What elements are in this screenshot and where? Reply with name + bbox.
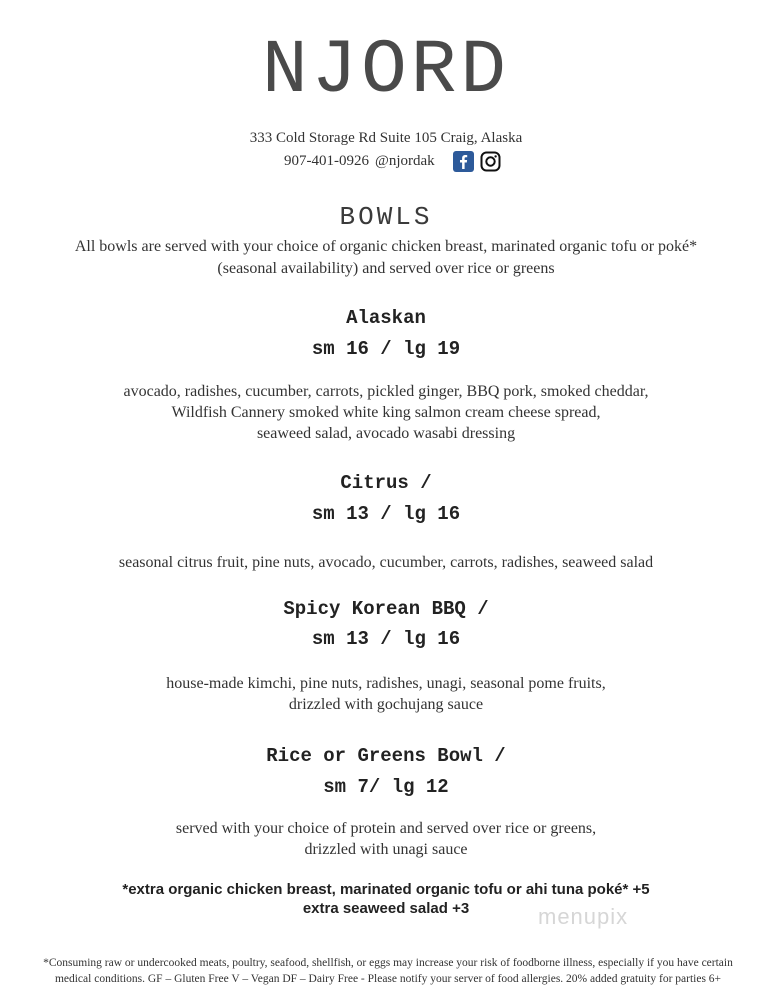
disclaimer-line: medical conditions. GF – Gluten Free V – Vegan DF – Dairy Free - Please notify your server of food allergies. 20% added gratuity for parties 6+ [54, 973, 722, 985]
social-links [453, 151, 501, 172]
description-line: served with your choice of protein and served over rice or greens, [175, 820, 597, 837]
description-line: house-made kimchi, pine nuts, radishes, unagi, seasonal pome fruits, [166, 675, 606, 692]
instagram-icon[interactable] [480, 151, 501, 172]
description-line: drizzled with unagi sauce [304, 841, 468, 858]
item-name: Citrus / [340, 472, 432, 494]
item-description [40, 381, 732, 444]
item-name: Rice or Greens Bowl / [266, 745, 506, 767]
extras-line: *extra organic chicken breast, marinated organic tofu or ahi tuna poké* +5 [122, 881, 650, 898]
item-price: sm 13 / lg 16 [311, 628, 461, 650]
item-price: sm 13 / lg 16 [311, 503, 461, 525]
item-description [40, 673, 732, 715]
allergy-disclaimer [18, 955, 758, 987]
watermark: menupix [538, 904, 629, 929]
description-line: seaweed salad, avocado wasabi dressing [256, 425, 516, 442]
phone-number: 907-401-0926 [284, 152, 369, 169]
description-line: drizzled with gochujang sauce [288, 696, 484, 713]
item-description [40, 552, 732, 573]
extras-note [40, 880, 732, 918]
description-line: Wildfish Cannery smoked white king salmon cream cheese spread, [171, 404, 601, 421]
address: 333 Cold Storage Rd Suite 105 Craig, Alaska [249, 130, 523, 146]
section-intro: All bowls are served with your choice of organic chicken breast, marinated organic tofu or poké* (seasonal availability) and served over rice or greens [74, 238, 698, 277]
social-handle: @njordak [375, 152, 435, 169]
disclaimer-line: *Consuming raw or undercooked meats, poultry, seafood, shellfish, or eggs may increase your risk of foodborne illness, especially if you have certain [43, 957, 733, 969]
extras-line: extra seaweed salad +3 [302, 900, 470, 917]
description-line: seasonal citrus fruit, pine nuts, avocado, cucumber, carrots, radishes, seaweed salad [118, 554, 654, 571]
item-name: Alaskan [346, 307, 426, 329]
item-price: sm 16 / lg 19 [311, 338, 461, 360]
item-price: sm 7/ lg 12 [323, 776, 449, 798]
item-name: Spicy Korean BBQ / [283, 598, 489, 620]
contact-line [284, 149, 501, 173]
facebook-icon[interactable] [453, 151, 474, 172]
description-line: avocado, radishes, cucumber, carrots, pickled ginger, BBQ pork, smoked cheddar, [123, 383, 649, 400]
item-description [40, 818, 732, 860]
section-title: BOWLS [339, 202, 433, 232]
restaurant-name: NJORD [261, 28, 511, 114]
